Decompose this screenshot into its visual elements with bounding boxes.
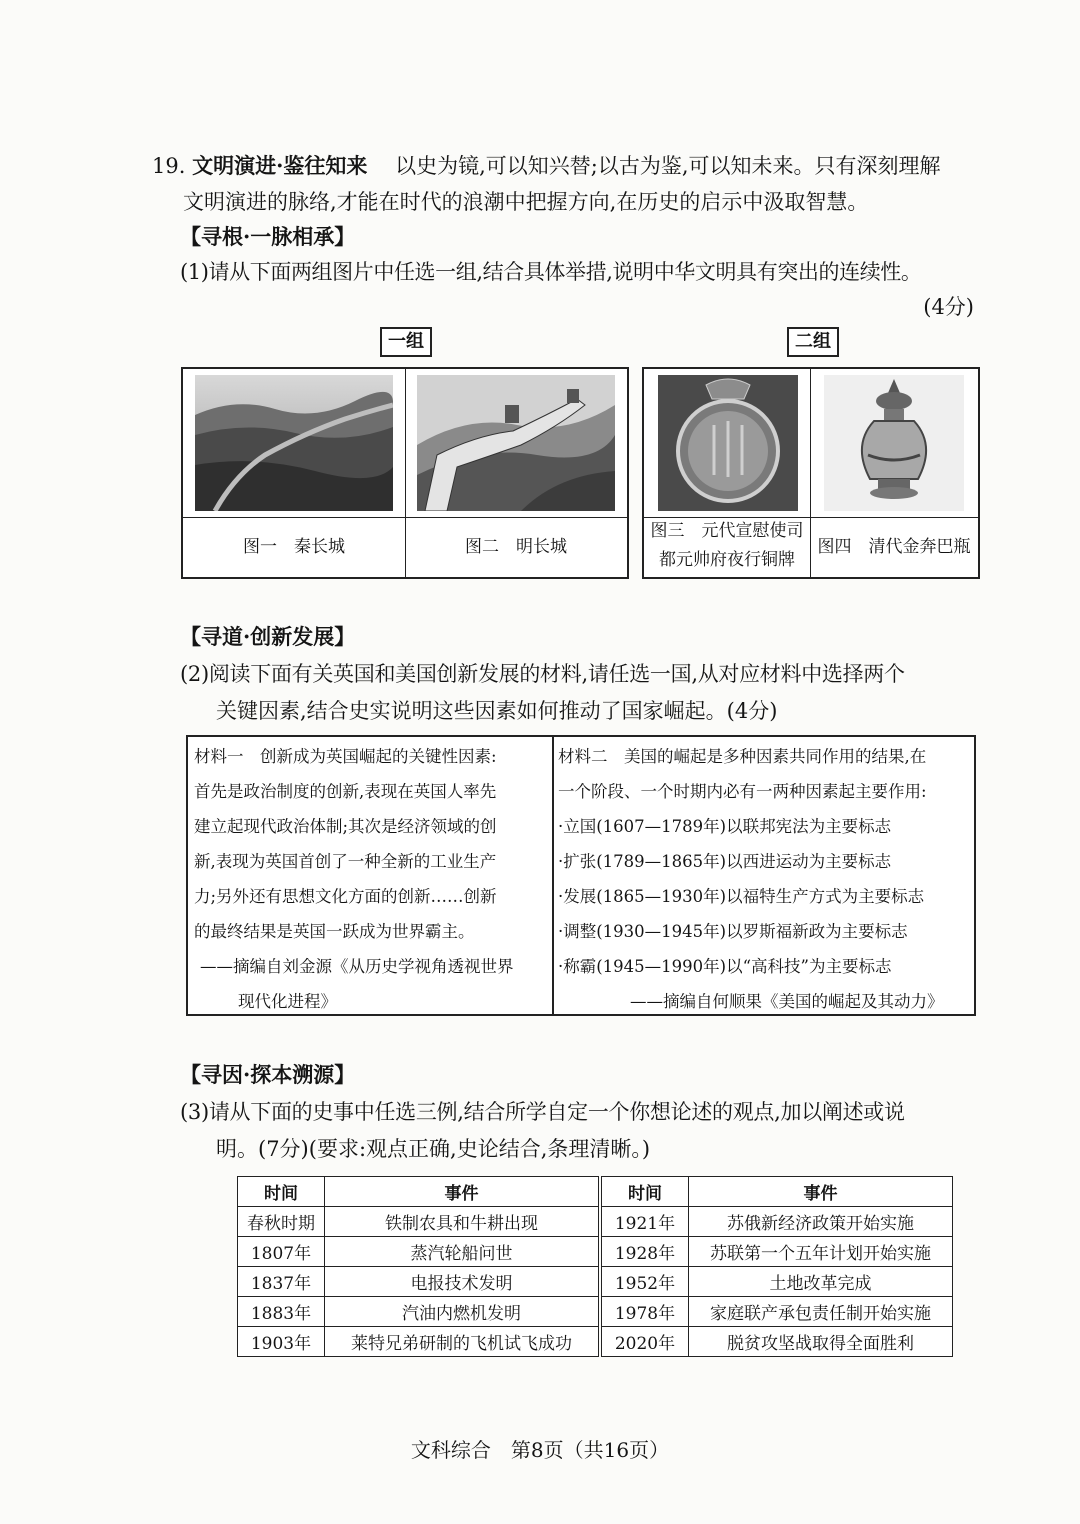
- section2-prompt-2: 关键因素,结合史实说明这些因素如何推动了国家崛起。(4分): [216, 699, 778, 723]
- material1-line: 首先是政治制度的创新,表现在英国人率先: [194, 782, 497, 801]
- table-header-time: 时间: [602, 1177, 689, 1207]
- figure4-caption: 图四 清代金奔巴瓶: [817, 537, 971, 557]
- time-cell: 1952年: [602, 1267, 689, 1297]
- table-header-event: 事件: [325, 1177, 599, 1207]
- material2-item: ·称霸(1945—1990年)以“高科技”为主要标志: [558, 957, 892, 976]
- table-row: [602, 1297, 953, 1327]
- material2-item: ·立国(1607—1789年)以联邦宪法为主要标志: [558, 817, 892, 836]
- figure2-cell: [405, 369, 627, 577]
- time-cell: 1807年: [238, 1237, 325, 1267]
- table-row: [238, 1207, 599, 1237]
- bronze-night-pass-plaque-photo: [658, 375, 798, 511]
- figure3-caption: [644, 517, 810, 575]
- question-number: 19.: [152, 154, 186, 178]
- table-row: [602, 1207, 953, 1237]
- material1-line: 力;另外还有思想文化方面的创新……创新: [194, 887, 497, 906]
- event-cell: 莱特兄弟研制的飞机试飞成功: [325, 1327, 599, 1357]
- time-cell: 春秋时期: [238, 1207, 325, 1237]
- event-cell: 汽油内燃机发明: [325, 1297, 599, 1327]
- event-cell: 家庭联产承包责任制开始实施: [689, 1297, 953, 1327]
- material1-line: 材料一 创新成为英国崛起的关键性因素:: [194, 747, 497, 766]
- event-cell: 土地改革完成: [689, 1267, 953, 1297]
- intro-text-2: 文明演进的脉络,才能在时代的浪潮中把握方向,在历史的启示中汲取智慧。: [183, 190, 869, 214]
- group2-label: 二组: [787, 327, 839, 357]
- table-row: [238, 1327, 599, 1357]
- table-row: [238, 1297, 599, 1327]
- time-cell: 1978年: [602, 1297, 689, 1327]
- section1-prompt: (1)请从下面两组图片中任选一组,结合具体举措,说明中华文明具有突出的连续性。: [180, 260, 922, 284]
- time-cell: 1928年: [602, 1237, 689, 1267]
- event-cell: 铁制农具和牛耕出现: [325, 1207, 599, 1237]
- table-row: [238, 1237, 599, 1267]
- event-cell: 苏俄新经济政策开始实施: [689, 1207, 953, 1237]
- group1-label: 一组: [380, 327, 432, 357]
- table-row: [602, 1327, 953, 1357]
- figure3-cell: [644, 369, 811, 577]
- section3-prompt-2: 明。(7分)(要求:观点正确,史论结合,条理清晰。): [216, 1137, 651, 1161]
- material1-source: 现代化进程》: [238, 992, 337, 1011]
- table-row: [602, 1267, 953, 1297]
- qin-great-wall-photo: [195, 375, 393, 511]
- material2: [558, 739, 944, 1014]
- table-header-event: 事件: [689, 1177, 953, 1207]
- material2-line: 材料二 美国的崛起是多种因素共同作用的结果,在: [558, 747, 927, 766]
- section1-score: (4分): [923, 295, 974, 319]
- events-table-left: [237, 1176, 599, 1357]
- event-cell: 蒸汽轮船问世: [325, 1237, 599, 1267]
- time-cell: 2020年: [602, 1327, 689, 1357]
- time-cell: 1921年: [602, 1207, 689, 1237]
- material2-source: ——摘编自何顺果《美国的崛起及其动力》: [630, 992, 944, 1011]
- ming-great-wall-photo: [417, 375, 615, 511]
- table-header-time: 时间: [238, 1177, 325, 1207]
- figure1-cell: [183, 369, 406, 577]
- material2-item: ·扩张(1789—1865年)以西进运动为主要标志: [558, 852, 892, 871]
- time-cell: 1903年: [238, 1327, 325, 1357]
- figure3-caption-line2: 都元帅府夜行铜牌: [659, 550, 795, 570]
- material1-source: ——摘编自刘金源《从历史学视角透视世界: [200, 957, 514, 976]
- figure1-caption: 图一 秦长城: [243, 537, 345, 557]
- material1: [194, 739, 514, 1014]
- question-title: 文明演进·鉴往知来: [192, 153, 368, 178]
- intro-text-1: 以史为镜,可以知兴替;以古为鉴,可以知未来。只有深刻理解: [395, 154, 941, 178]
- golden-bumpa-vase-photo: [824, 375, 964, 511]
- event-cell: 苏联第一个五年计划开始实施: [689, 1237, 953, 1267]
- time-cell: 1837年: [238, 1267, 325, 1297]
- material1-line: 的最终结果是英国一跃成为世界霸主。: [194, 922, 475, 941]
- group1-figures: [181, 367, 629, 579]
- group2-figures: [642, 367, 980, 579]
- page-footer: 文科综合 第8页（共16页）: [410, 1438, 670, 1462]
- figure4-cell: [810, 369, 978, 577]
- section2-header: 【寻道·创新发展】: [180, 624, 356, 649]
- table-row: [238, 1267, 599, 1297]
- material2-line: 一个阶段、一个时期内必有一两种因素起主要作用:: [558, 782, 927, 801]
- figure3-caption-line1: 图三 元代宣慰使司: [650, 521, 804, 541]
- materials-divider: [552, 737, 554, 1014]
- time-cell: 1883年: [238, 1297, 325, 1327]
- section2-prompt-1: (2)阅读下面有关英国和美国创新发展的材料,请任选一国,从对应材料中选择两个: [180, 662, 905, 686]
- material2-item: ·发展(1865—1930年)以福特生产方式为主要标志: [558, 887, 925, 906]
- material1-line: 新,表现为英国首创了一种全新的工业生产: [194, 852, 497, 871]
- materials-table: [186, 735, 976, 1016]
- event-cell: 脱贫攻坚战取得全面胜利: [689, 1327, 953, 1357]
- section1-header: 【寻根·一脉相承】: [180, 224, 356, 249]
- event-cell: 电报技术发明: [325, 1267, 599, 1297]
- material2-item: ·调整(1930—1945年)以罗斯福新政为主要标志: [558, 922, 908, 941]
- section3-prompt-1: (3)请从下面的史事中任选三例,结合所学自定一个你想论述的观点,加以阐述或说: [180, 1100, 905, 1124]
- question-intro: [152, 151, 941, 181]
- table-row: [602, 1237, 953, 1267]
- material1-line: 建立起现代政治体制;其次是经济领域的创: [194, 817, 497, 836]
- section3-header: 【寻因·探本溯源】: [180, 1062, 356, 1087]
- events-table-right: [601, 1176, 953, 1357]
- figure2-caption: 图二 明长城: [465, 537, 567, 557]
